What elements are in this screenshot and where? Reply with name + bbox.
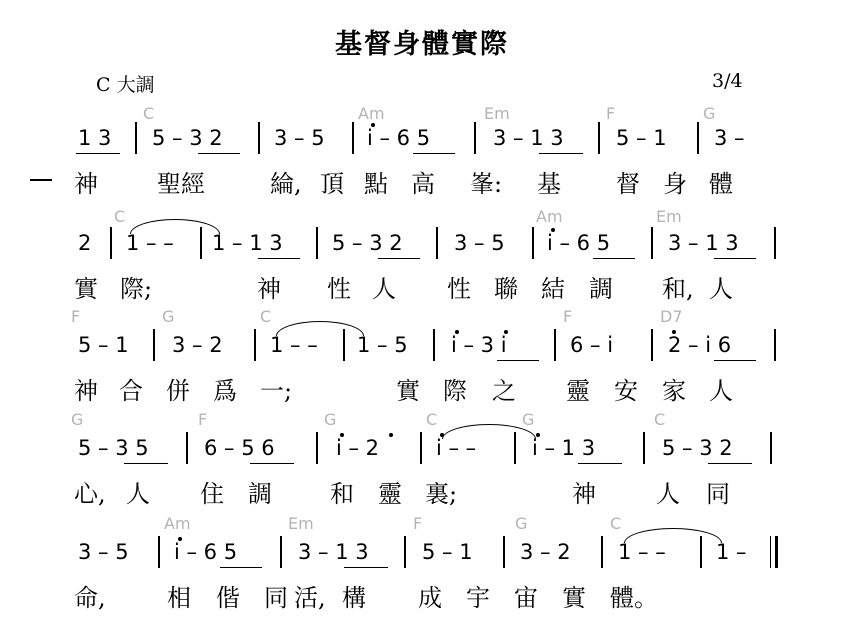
lyric: 同 — [264, 584, 288, 612]
lyric: 住 — [200, 480, 224, 508]
chord-symbol: Em — [484, 104, 510, 123]
barline — [474, 122, 476, 154]
notation-row — [0, 534, 844, 574]
barline — [316, 432, 318, 464]
chord-symbol: G — [703, 104, 716, 123]
lyric: 基 — [537, 170, 561, 198]
lyric: 安 — [614, 377, 638, 405]
lyric: 宇 — [466, 584, 490, 612]
note-group: 3 – 5 — [274, 126, 325, 150]
staff-system-5 — [0, 514, 844, 614]
chord-symbol: C — [610, 514, 622, 533]
lyric: 綸, — [270, 170, 302, 198]
chord-symbol: Am — [358, 104, 385, 123]
barline — [774, 329, 776, 361]
chord-symbol: G — [71, 410, 84, 429]
barline — [135, 122, 137, 154]
note-group: 1 – 1 3 — [212, 231, 283, 255]
lyric: 成 — [418, 584, 442, 612]
barline — [186, 432, 188, 464]
notation-row — [0, 225, 844, 265]
barline — [598, 122, 600, 154]
chord-symbol: Em — [656, 207, 682, 226]
chord-symbol: G — [522, 410, 535, 429]
note-group: i – 6 5 — [367, 126, 431, 150]
barline — [697, 122, 699, 154]
note-group: 5 – 1 — [78, 333, 129, 357]
barline — [153, 329, 155, 361]
lyric: 構 — [342, 584, 366, 612]
note-group: 5 – 3 5 — [78, 436, 149, 460]
barline — [258, 122, 260, 154]
lyric: 峯: — [470, 170, 503, 198]
lyric: 和, — [662, 275, 694, 303]
lyric: 調 — [589, 275, 613, 303]
underline — [258, 258, 300, 259]
chord-symbol: C — [260, 307, 272, 326]
note-group: 5 – 1 — [616, 126, 667, 150]
notation-row — [0, 120, 844, 160]
lyric: 實 — [74, 275, 98, 303]
barline — [110, 227, 112, 259]
barline — [774, 227, 776, 259]
lyric: 人 — [709, 377, 733, 405]
underline — [593, 258, 635, 259]
lyric: 性 — [447, 275, 471, 303]
barline — [200, 227, 202, 259]
lyric: 神 — [572, 480, 596, 508]
lyric: 性 — [327, 275, 351, 303]
chord-symbol: F — [563, 307, 573, 326]
note-group: 3 – 2 — [520, 540, 571, 564]
lyric: 同 — [706, 480, 730, 508]
barline — [436, 227, 438, 259]
barline — [503, 536, 505, 568]
note-group: i – – — [436, 436, 477, 460]
barline — [352, 122, 354, 154]
lyric: 頂 — [320, 170, 344, 198]
chord-symbol: G — [324, 410, 337, 429]
staff-system-2 — [0, 205, 844, 305]
lyric: 心, — [74, 480, 106, 508]
note-group: i – 1 3 — [532, 436, 596, 460]
lyric: 裏; — [425, 480, 458, 508]
lyric: 宙 — [514, 584, 538, 612]
lyric: 人 — [126, 480, 150, 508]
lyric: 際; — [120, 275, 153, 303]
barline — [770, 432, 772, 464]
note-group: 5 – 1 — [422, 540, 473, 564]
lyric: 神 — [74, 377, 98, 405]
chord-symbol: F — [198, 410, 208, 429]
lyric: 相 — [167, 584, 191, 612]
lyric: 人 — [656, 480, 680, 508]
chord-symbol: G — [515, 514, 528, 533]
underline — [714, 258, 756, 259]
barline — [404, 536, 406, 568]
barline — [420, 432, 422, 464]
chord-symbol: F — [413, 514, 423, 533]
underline — [344, 567, 388, 568]
underline — [220, 567, 262, 568]
chord-symbol: G — [162, 307, 175, 326]
chord-symbol: C — [426, 410, 438, 429]
lyric: 併 — [166, 377, 190, 405]
underline — [378, 258, 420, 259]
lyric: 調 — [248, 480, 272, 508]
lyric: 神 — [257, 275, 281, 303]
note-group: 1 – – — [618, 540, 666, 564]
lyric: 合 — [119, 377, 143, 405]
staff-system-1 — [0, 100, 844, 200]
barline — [280, 536, 282, 568]
note-group: i – 6 5 — [547, 231, 611, 255]
time-signature: 3/4 — [712, 70, 743, 92]
lyric: 一; — [260, 377, 293, 405]
note-group: i – 6 5 — [174, 540, 238, 564]
final-barline — [770, 536, 778, 568]
lyric: 命, — [74, 584, 106, 612]
note-group: 1 – – — [126, 231, 174, 255]
note-group: 3 – 5 — [78, 540, 129, 564]
underline — [539, 153, 583, 154]
note-group: 5 – 3 2 — [332, 231, 403, 255]
notation-row — [0, 430, 844, 470]
note-group: 3 – 1 3 — [668, 231, 739, 255]
underline — [413, 153, 455, 154]
lyric: 體。 — [610, 584, 658, 612]
chord-symbol: C — [143, 104, 155, 123]
chord-symbol: F — [71, 307, 81, 326]
barline — [601, 536, 603, 568]
barline — [651, 329, 653, 361]
note-group: 3 – 5 — [454, 231, 505, 255]
barline — [514, 432, 516, 464]
chord-symbol: D7 — [660, 307, 683, 326]
key-signature: C 大調 — [96, 74, 155, 96]
lyric: 之 — [492, 377, 516, 405]
note-group: 1 – 5 — [357, 333, 408, 357]
lyric: 爲 — [213, 377, 237, 405]
barline — [643, 432, 645, 464]
lyric: 結 — [541, 275, 565, 303]
lyric: 實 — [562, 584, 586, 612]
notation-row — [0, 327, 844, 367]
underline — [578, 463, 622, 464]
lyric: 聯 — [494, 275, 518, 303]
barline — [554, 329, 556, 361]
lyric: 和 — [330, 480, 354, 508]
song-title: 基督身體實際 — [335, 29, 509, 60]
barline — [254, 329, 256, 361]
lyric: 點 — [364, 170, 388, 198]
chord-symbol: Am — [536, 207, 563, 226]
lyric: 活, — [294, 584, 326, 612]
lyric: 督 — [616, 170, 640, 198]
lyric: 聖經 — [157, 170, 205, 198]
underline — [708, 463, 752, 464]
barline — [343, 329, 345, 361]
lyric-extender — [30, 179, 52, 181]
underline — [198, 153, 240, 154]
lyric: 靈 — [378, 480, 402, 508]
note-group: 3 – 1 3 — [493, 126, 564, 150]
octave-dot — [389, 433, 393, 437]
underline — [714, 360, 756, 361]
lyric: 實 — [396, 377, 420, 405]
lyric: 家 — [662, 377, 686, 405]
staff-system-4 — [0, 410, 844, 510]
staff-system-3 — [0, 307, 844, 407]
barline — [433, 329, 435, 361]
note-group: 3 – 2 — [172, 333, 223, 357]
underline — [124, 463, 168, 464]
lyric: 高 — [411, 170, 435, 198]
note-group: 1 – – — [270, 333, 318, 357]
underline — [250, 463, 294, 464]
barline — [158, 536, 160, 568]
note-group: 3 – — [714, 126, 745, 150]
lyric: 身 — [663, 170, 687, 198]
lyric: 靈 — [566, 377, 590, 405]
note-group: 2 — [78, 231, 92, 255]
note-group: 6 – i — [570, 333, 614, 357]
underline — [76, 153, 120, 154]
barline — [651, 227, 653, 259]
lyric: 偕 — [216, 584, 240, 612]
barline — [700, 536, 702, 568]
lyric: 際 — [443, 377, 467, 405]
lyric: 神 — [74, 170, 98, 198]
lyric: 人 — [709, 275, 733, 303]
note-group: 1 – — [716, 540, 747, 564]
underline — [497, 360, 539, 361]
barline — [316, 227, 318, 259]
barline — [532, 227, 534, 259]
chord-symbol: F — [606, 104, 616, 123]
note-group: i – 2 — [336, 436, 380, 460]
note-group: 5 – 3 2 — [662, 436, 733, 460]
chord-symbol: C — [114, 207, 126, 226]
chord-symbol: Am — [164, 514, 191, 533]
chord-symbol: Em — [288, 514, 314, 533]
note-group: 3 – 1 3 — [298, 540, 369, 564]
note-group: i – 3 i — [451, 333, 507, 357]
note-group: 6 – 5 6 — [204, 436, 275, 460]
note-group: 1 3 — [78, 126, 112, 150]
lyric: 人 — [372, 275, 396, 303]
chord-symbol: C — [654, 410, 666, 429]
note-group: 5 – 3 2 — [152, 126, 223, 150]
lyric: 體 — [709, 170, 733, 198]
note-group: 2 – i 6 — [668, 333, 732, 357]
